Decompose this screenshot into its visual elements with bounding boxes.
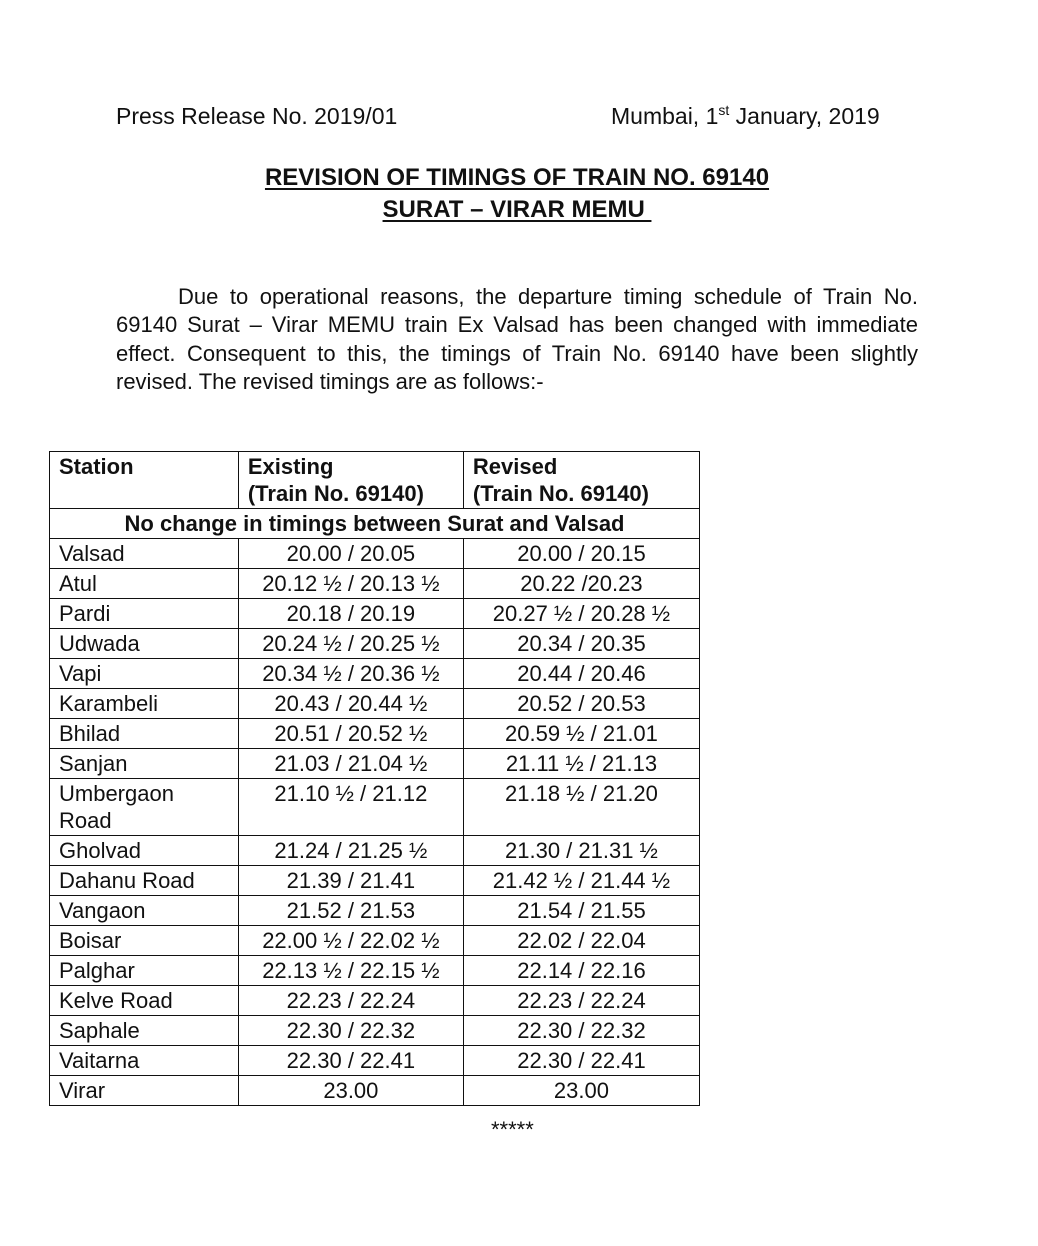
place-date-prefix: Mumbai, 1: [611, 103, 719, 129]
intro-paragraph: Due to operational reasons, the departure timing schedule of Train No. 69140 Surat – Virar MEMU train Ex Valsad has been changed with immediate effect. Consequent to this, the timings of Train No. 69140 have been slightly revised. The revised timings are as follows:-: [116, 284, 918, 394]
revised-time-cell: 21.18 ½ / 21.20: [463, 779, 699, 836]
table-row: [50, 659, 700, 689]
table-row: [50, 896, 700, 926]
header-existing: [238, 452, 463, 509]
no-change-note: No change in timings between Surat and Valsad: [50, 509, 700, 539]
existing-time-cell: 21.10 ½ / 21.12: [238, 779, 463, 836]
revised-time-cell: 20.22 /20.23: [463, 569, 699, 599]
revised-time-cell: 20.52 / 20.53: [463, 689, 699, 719]
revised-time-cell: 20.34 / 20.35: [463, 629, 699, 659]
title-line-2: SURAT – VIRAR MEMU: [382, 196, 652, 223]
station-cell: Virar: [50, 1076, 239, 1106]
table-row: [50, 1046, 700, 1076]
existing-time-cell: 21.03 / 21.04 ½: [238, 749, 463, 779]
station-cell: Valsad: [50, 539, 239, 569]
existing-time-cell: 20.00 / 20.05: [238, 539, 463, 569]
station-cell: Pardi: [50, 599, 239, 629]
revised-time-cell: 21.11 ½ / 21.13: [463, 749, 699, 779]
table-row: [50, 569, 700, 599]
existing-time-cell: 22.23 / 22.24: [238, 986, 463, 1016]
place-date: [611, 102, 880, 130]
revised-time-cell: 21.42 ½ / 21.44 ½: [463, 866, 699, 896]
existing-time-cell: 23.00: [238, 1076, 463, 1106]
station-cell: Sanjan: [50, 749, 239, 779]
revised-time-cell: 22.14 / 22.16: [463, 956, 699, 986]
table-row: [50, 779, 700, 836]
title-line-1: REVISION OF TIMINGS OF TRAIN NO. 69140: [264, 164, 770, 191]
place-date-suffix: January, 2019: [729, 103, 880, 129]
table-row: [50, 719, 700, 749]
document-title: [0, 162, 1036, 194]
existing-time-cell: 20.24 ½ / 20.25 ½: [238, 629, 463, 659]
revised-time-cell: 22.30 / 22.32: [463, 1016, 699, 1046]
revised-time-cell: 22.23 / 22.24: [463, 986, 699, 1016]
table-row: [50, 1076, 700, 1106]
table-row: [50, 836, 700, 866]
revised-time-cell: 22.02 / 22.04: [463, 926, 699, 956]
station-cell: Vaitarna: [50, 1046, 239, 1076]
station-cell: Atul: [50, 569, 239, 599]
existing-time-cell: 21.39 / 21.41: [238, 866, 463, 896]
existing-time-cell: 20.12 ½ / 20.13 ½: [238, 569, 463, 599]
existing-time-cell: 21.24 / 21.25 ½: [238, 836, 463, 866]
table-row: [50, 1016, 700, 1046]
header-revised-label: Revised: [472, 454, 558, 479]
table-row: [50, 599, 700, 629]
station-cell: Saphale: [50, 1016, 239, 1046]
header-station: Station: [50, 452, 239, 509]
header-existing-label: Existing: [247, 454, 334, 479]
existing-time-cell: 20.18 / 20.19: [238, 599, 463, 629]
table-row: [50, 539, 700, 569]
document-subtitle: [0, 194, 1036, 226]
timings-table: [49, 451, 700, 1106]
press-release-number: Press Release No. 2019/01: [116, 103, 398, 129]
station-cell: Bhilad: [50, 719, 239, 749]
existing-time-cell: 21.52 / 21.53: [238, 896, 463, 926]
existing-time-cell: 22.00 ½ / 22.02 ½: [238, 926, 463, 956]
revised-time-cell: 20.44 / 20.46: [463, 659, 699, 689]
note-row: [50, 509, 700, 539]
table-row: [50, 629, 700, 659]
station-cell: Vapi: [50, 659, 239, 689]
existing-time-cell: 22.30 / 22.32: [238, 1016, 463, 1046]
station-cell: Vangaon: [50, 896, 239, 926]
table-row: [50, 689, 700, 719]
existing-time-cell: 22.30 / 22.41: [238, 1046, 463, 1076]
place-date-superscript: st: [718, 102, 730, 118]
table-row: [50, 749, 700, 779]
station-cell: Karambeli: [50, 689, 239, 719]
station-cell: Boisar: [50, 926, 239, 956]
station-cell: Udwada: [50, 629, 239, 659]
existing-time-cell: 20.43 / 20.44 ½: [238, 689, 463, 719]
station-cell: Umbergaon Road: [50, 779, 239, 836]
station-cell: Palghar: [50, 956, 239, 986]
header-revised-train: (Train No. 69140): [472, 481, 649, 506]
revised-time-cell: 21.54 / 21.55: [463, 896, 699, 926]
table-header-row: [50, 452, 700, 509]
header-revised: [463, 452, 699, 509]
revised-time-cell: 20.27 ½ / 20.28 ½: [463, 599, 699, 629]
station-cell: Kelve Road: [50, 986, 239, 1016]
table-row: [50, 956, 700, 986]
end-marker: *****: [491, 1117, 534, 1142]
existing-time-cell: 20.34 ½ / 20.36 ½: [238, 659, 463, 689]
table-row: [50, 866, 700, 896]
station-cell: Dahanu Road: [50, 866, 239, 896]
revised-time-cell: 23.00: [463, 1076, 699, 1106]
table-row: [50, 986, 700, 1016]
header-existing-train: (Train No. 69140): [247, 481, 424, 506]
revised-time-cell: 21.30 / 21.31 ½: [463, 836, 699, 866]
revised-time-cell: 22.30 / 22.41: [463, 1046, 699, 1076]
revised-time-cell: 20.00 / 20.15: [463, 539, 699, 569]
existing-time-cell: 22.13 ½ / 22.15 ½: [238, 956, 463, 986]
station-cell: Gholvad: [50, 836, 239, 866]
table-row: [50, 926, 700, 956]
existing-time-cell: 20.51 / 20.52 ½: [238, 719, 463, 749]
revised-time-cell: 20.59 ½ / 21.01: [463, 719, 699, 749]
